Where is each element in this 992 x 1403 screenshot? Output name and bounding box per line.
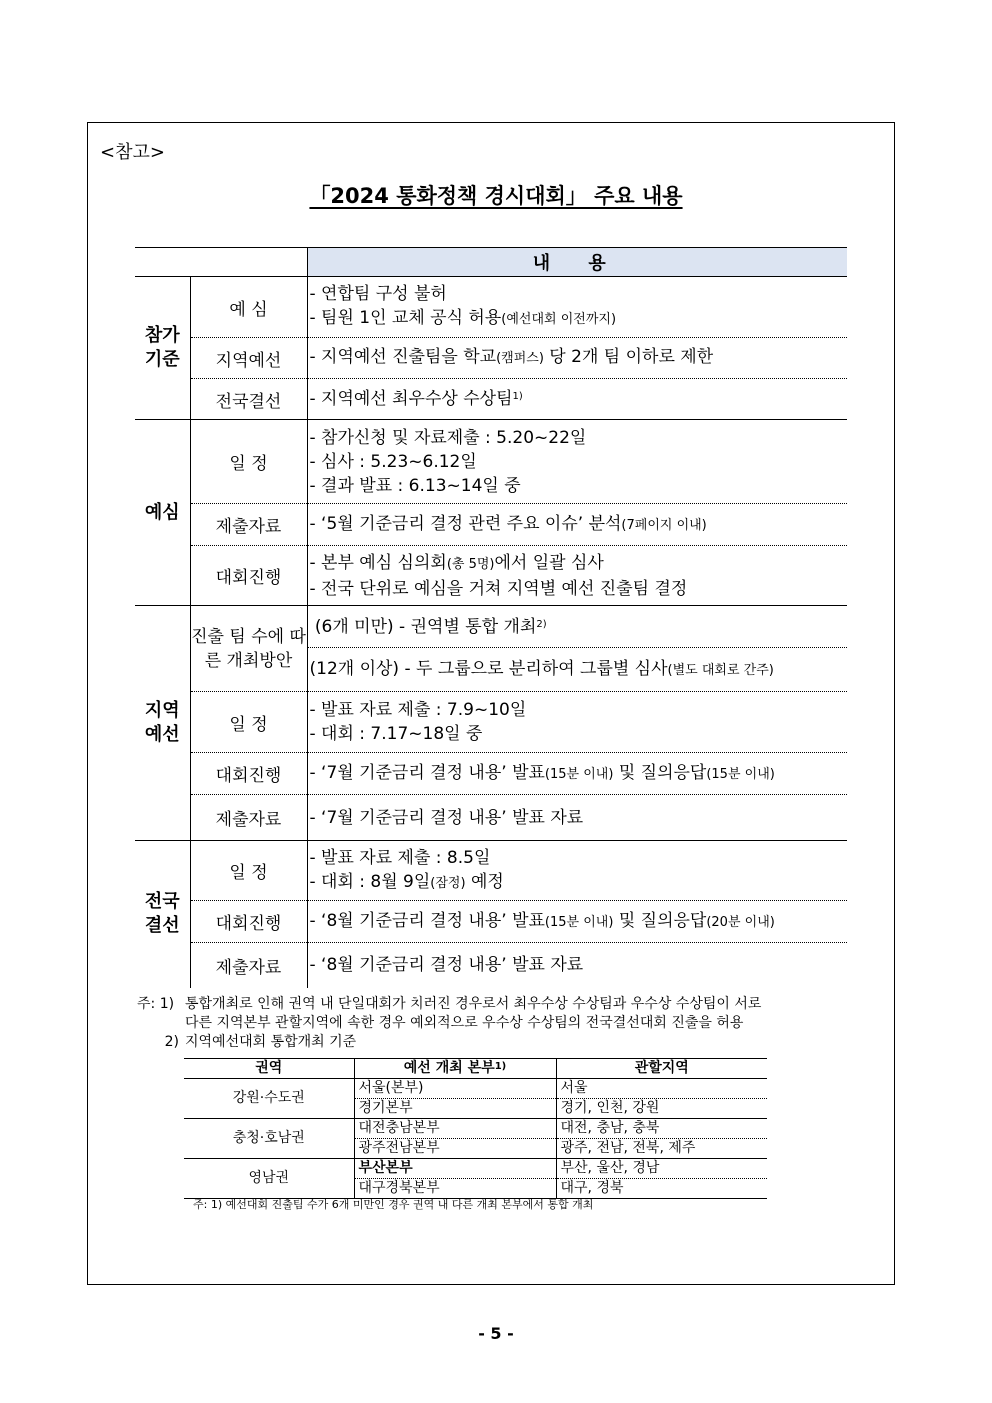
row-label: 전국결선 <box>190 379 307 420</box>
row-content: - 참가신청 및 자료제출 : 5.20~22일 - 심사 : 5.23~6.12일 - 결과 발표 : 6.13~14일 중 <box>307 420 847 504</box>
table-cell: 부산, 울산, 경남 <box>556 1159 767 1179</box>
section-national: 전국 결선 <box>144 891 180 937</box>
row-content: (6개 미만) - 권역별 통합 개최$^{2)}$ <box>307 606 847 648</box>
table-footnote: 주: 1) 예선대회 진출팀 수가 6개 미만인 경우 권역 내 다른 개최 본부에서 통합 개최 <box>193 1198 594 1211</box>
row-content: - 지역예선 최우수상 수상팀$^{1)}$ <box>307 379 847 420</box>
row-label: 진출 팀 수에 따른 개최방안 <box>190 606 307 692</box>
row-label: 대회진행 <box>190 753 307 795</box>
main-table <box>135 247 847 988</box>
row-content: - 발표 자료 제출 : 7.9~10일 - 대회 : 7.17~18일 중 <box>307 692 847 753</box>
table-cell: 대구, 경북 <box>556 1179 767 1199</box>
footnotes: 주: 1) 통합개최로 인해 권역 내 단일대회가 치러진 경우로서 최우수상 수상팀과 우수상 수상팀이 서로 다른 지역본부 관할지역에 속한 경우 예외적으로 우수상 수상팀의 전국결선대회 진출을 허용 2) 지역예선대회 통합개최 기준 <box>137 996 762 1050</box>
row-content: - 지역예선 진출팀을 학교(캠퍼스) 당 2개 팀 이하로 제한 <box>307 338 847 379</box>
table-cell: 광주전남본부 <box>354 1139 556 1159</box>
row-content: - ‘7월 기준금리 결정 내용’ 발표 자료 <box>307 795 847 841</box>
section-participation: 참가 기준 <box>135 277 190 420</box>
table-cell: 부산본부 <box>354 1159 556 1179</box>
section-regional: 지역 예선 <box>135 606 190 841</box>
row-label: 예 심 <box>190 277 307 338</box>
table-header: 내 용 <box>307 248 847 277</box>
row-label: 제출자료 <box>190 943 307 988</box>
col-header: 권역 <box>184 1059 354 1079</box>
row-content: - ‘8월 기준금리 결정 내용’ 발표 자료 <box>309 955 584 976</box>
region-name: 영남권 <box>184 1159 354 1199</box>
table-cell: 서울(본부) <box>354 1079 556 1099</box>
row-label: 대회진행 <box>190 901 307 943</box>
row-content: - 본부 예심 심의회(총 5명)에서 일괄 심사 - 전국 단위로 예심을 거쳐 지역별 예선 진출팀 결정 <box>307 546 847 606</box>
col-header: 예선 개최 본부$^{1)}$ <box>354 1059 556 1079</box>
table-cell: 대전, 충남, 충북 <box>556 1119 767 1139</box>
table-cell: 대구경북본부 <box>354 1179 556 1199</box>
region-name: 강원·수도권 <box>184 1079 354 1119</box>
row-label: 제출자료 <box>190 795 307 841</box>
row-content: (12개 이상) - 두 그룹으로 분리하여 그룹별 심사(별도 대회로 간주) <box>307 648 847 692</box>
row-label: 지역예선 <box>190 338 307 379</box>
row-label: 일 정 <box>190 692 307 753</box>
row-label: 제출자료 <box>190 504 307 546</box>
row-content: - ‘5월 기준금리 결정 관련 주요 이슈’ 분석(7페이지 이내) <box>307 504 847 546</box>
row-content: - 발표 자료 제출 : 8.5일 - 대회 : 8월 9일(잠정) 예정 <box>307 841 847 901</box>
table-cell: 대전충남본부 <box>354 1119 556 1139</box>
reference-label: <참고> <box>100 142 165 163</box>
row-label: 대회진행 <box>190 546 307 606</box>
row-content: - 연합팀 구성 불허 - 팀원 1인 교체 공식 허용(예선대회 이전까지) <box>307 277 847 338</box>
row-content: - ‘7월 기준금리 결정 내용’ 발표(15분 이내) 및 질의응답(15분 이내) <box>307 753 847 795</box>
table-cell: 경기본부 <box>354 1099 556 1119</box>
row-content: - ‘8월 기준금리 결정 내용’ 발표(15분 이내) 및 질의응답(20분 이내) <box>307 901 847 943</box>
row-label: 일 정 <box>190 841 307 901</box>
table-cell: 경기, 인천, 강원 <box>556 1099 767 1119</box>
region-table <box>184 1058 767 1199</box>
region-name: 충청·호남권 <box>184 1119 354 1159</box>
page-number: - 5 - <box>478 1324 514 1343</box>
page-title: 「2024 통화정책 경시대회」 주요 내용 <box>309 184 683 208</box>
col-header: 관할지역 <box>556 1059 767 1079</box>
table-cell: 서울 <box>556 1079 767 1099</box>
section-prelim: 예심 <box>135 420 190 606</box>
table-cell: 광주, 전남, 전북, 제주 <box>556 1139 767 1159</box>
row-label: 일 정 <box>190 420 307 504</box>
